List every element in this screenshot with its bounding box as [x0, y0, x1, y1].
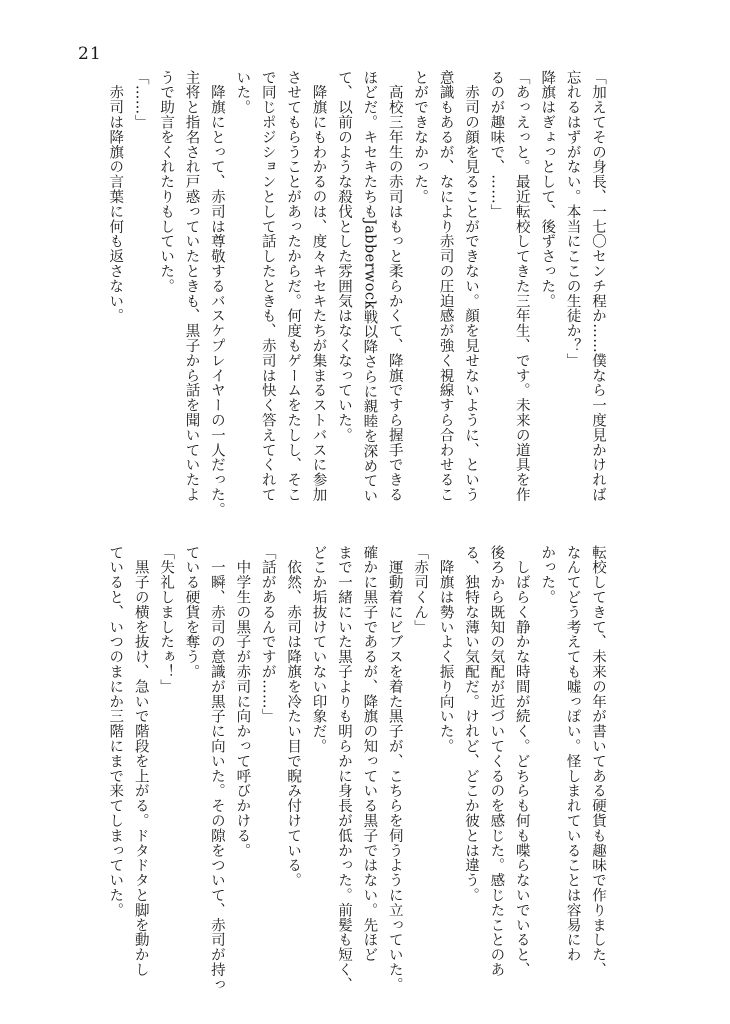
- text-line: 高校三年生の赤司はもっと柔らかくて、降旗ですら握手できる: [386, 70, 403, 503]
- text-line: で同じポジションとして話したときも、赤司は快く答えてくれて: [259, 70, 276, 503]
- text-line: 「あっえっと。最近転校してきた三年生、です。未来の道具を作: [513, 70, 530, 503]
- text-line: 降旗はぎょっとして、後ずさった。: [539, 70, 556, 309]
- text-line: 「加えてその身長、一七〇センチ程か……僕なら一度見かければ: [590, 70, 606, 503]
- text-line: かった。: [539, 545, 556, 605]
- text-column-top: [107, 70, 610, 517]
- text-line: 赤司は降旗の言葉に何も返さない。: [107, 70, 124, 324]
- text-line: 一瞬、赤司の意識が黒子に向いた。その隙をついて、赤司が持っ: [208, 545, 225, 992]
- text-line: うで助言をくれたりもしていた。: [158, 70, 175, 294]
- text-line: 主将と指名され戸惑っていたときも、黒子から話を聞いていたよ: [183, 70, 200, 503]
- text-line: て、以前のような殺伐とした雰囲気はなくなっていた。: [335, 70, 352, 443]
- text-line: 降旗にとって、赤司は尊敬するバスケプレイヤーの一人だった。: [208, 70, 225, 517]
- text-line: 降旗は勢いよく振り向いた。: [437, 545, 454, 754]
- text-line: 後ろから既知の気配が近づいてくるのを感じた。感じたことのあ: [488, 545, 505, 978]
- text-line: るのが趣味で、……」: [488, 70, 505, 219]
- text-line: 中学生の黒子が赤司に向かって呼びかける。: [234, 545, 251, 858]
- text-line: させてもらうことがあったからだ。何度もゲームをたしし、そこ: [285, 70, 302, 503]
- text-line: 転校してきて、未来の年が書いてある硬貨も趣味で作りました、: [590, 545, 606, 978]
- text-line: 黒子の横を抜け、急いで階段を上がる。ドタドタと脚を動かし: [132, 545, 149, 978]
- text-line: いた。: [234, 70, 251, 115]
- text-line: 確かに黒子であるが、降旗の知っている黒子ではない。先ほど: [361, 545, 378, 963]
- text-line: 赤司の顔を見ることができない。顔を見せないように、という: [462, 70, 479, 503]
- text-line: 「失礼しましたぁ！」: [158, 545, 175, 694]
- text-line: まで一緒にいた黒子よりも明らかに身長が低かった。前髪も短く、: [335, 545, 352, 992]
- text-line: 「……」: [132, 70, 149, 130]
- text-column-bottom: [107, 545, 610, 992]
- text-line: 意識もあるが、なにより赤司の圧迫感が強く視線すら合わせるこ: [437, 70, 454, 503]
- text-line: しばらく静かな時間が続く。どちらも何も喋らないでいると、: [513, 545, 530, 978]
- page-number: 21: [78, 44, 102, 64]
- text-line: 降旗にもわかるのは、度々キセキたちが集まるストバスに参加: [310, 70, 327, 503]
- text-line: ている硬貨を奪う。: [183, 545, 200, 680]
- text-line: なんてどう考えても嘘っぽい。怪しまれていることは容易にわ: [564, 545, 581, 963]
- text-line: 「話があるんですが……」: [259, 545, 276, 724]
- text-line: ていると、いつのまにか三階にまで来てしまっていた。: [107, 545, 124, 918]
- text-line: る、独特な薄い気配だ。けれど、どこか彼とは違う。: [462, 545, 479, 903]
- text-line: 運動着にビブスを着た黒子が、こちらを伺うように立っていた。: [386, 545, 403, 992]
- text-line: 忘れるはずがない。本当にここの生徒か？」: [564, 70, 581, 368]
- text-line: どこか垢抜けていない印象だ。: [310, 545, 327, 754]
- text-line: 依然、赤司は降旗を冷たい目で睨み付けている。: [285, 545, 302, 888]
- text-line: 「赤司くん」: [412, 545, 429, 635]
- text-line: とができなかった。: [412, 70, 429, 205]
- text-line: ほどだ。キセキたちもJabberwock戦以降さらに親睦を深めてい: [361, 70, 378, 504]
